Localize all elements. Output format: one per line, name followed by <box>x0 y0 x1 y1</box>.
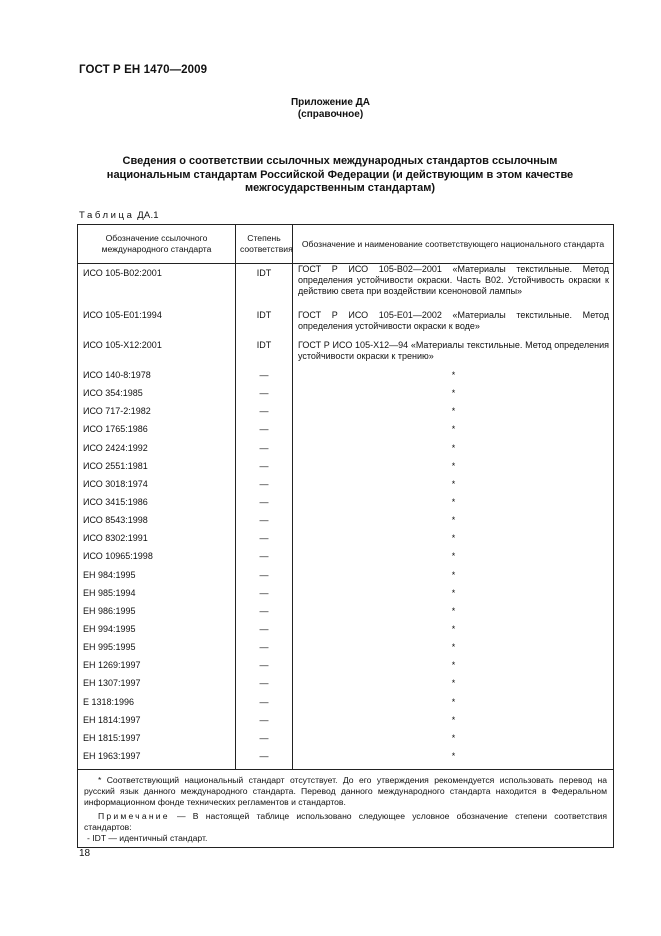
cell-designation: ЕН 1815:1997 <box>78 733 236 751</box>
cell-designation: ИСО 1765:1986 <box>78 424 236 442</box>
cell-degree: — <box>236 443 293 461</box>
cell-designation: ЕН 985:1994 <box>78 588 236 606</box>
header-national: Обозначение и наименование соответствующего национального стандарта <box>293 225 614 264</box>
table-row <box>78 406 614 424</box>
appendix-subtitle: (справочное) <box>297 109 364 120</box>
cell-designation: ИСО 105-Е01:1994 <box>78 310 236 340</box>
cell-designation: ИСО 354:1985 <box>78 388 236 406</box>
note-item: - IDT — идентичный стандарт. <box>87 833 208 844</box>
table-row <box>78 551 614 569</box>
cell-national: * <box>293 515 614 533</box>
table-row <box>78 388 614 406</box>
cell-national: * <box>293 588 614 606</box>
cell-degree: — <box>236 479 293 497</box>
cell-designation: ЕН 986:1995 <box>78 606 236 624</box>
cell-national: ГОСТ Р ИСО 105-Е01—2002 «Материалы текстильные. Метод определения устойчивости окраски к воде» <box>293 310 614 340</box>
cell-degree: — <box>236 533 293 551</box>
document-code: ГОСТ Р ЕН 1470—2009 <box>79 64 208 76</box>
note-label: Примечание <box>98 811 170 822</box>
table-footer-row <box>78 770 614 848</box>
cell-national: * <box>293 733 614 751</box>
cell-degree: — <box>236 697 293 715</box>
cell-designation: ИСО 2551:1981 <box>78 461 236 479</box>
cell-national: * <box>293 606 614 624</box>
cell-national: * <box>293 697 614 715</box>
table-row <box>78 479 614 497</box>
footnote: * Соответствующий национальный стандарт отсутствует. До его утверждения рекомендуется использовать перевод на русский язык данного международного стандарта. Перевод данного международного стандарта находится в Федеральном информационном фонде технических регламентов и стандартов. <box>84 775 607 808</box>
cell-designation: ИСО 105-В02:2001 <box>78 264 236 311</box>
cell-national: * <box>293 678 614 696</box>
cell-designation: ИСО 3018:1974 <box>78 479 236 497</box>
cell-degree: — <box>236 461 293 479</box>
header-designation: Обозначение ссылочного международного стандарта <box>78 225 236 264</box>
table-row <box>78 443 614 461</box>
table-label-word: Таблица <box>79 210 135 221</box>
cell-national: ГОСТ Р ИСО 105-В02—2001 «Материалы текстильные. Метод определения устойчивости окраски. Часть В02. Устойчивость окраски к действию света при воздействии ксеноновой лампы» <box>293 264 614 311</box>
cell-degree: — <box>236 642 293 660</box>
cell-national: * <box>293 424 614 442</box>
table-row <box>78 424 614 442</box>
cell-designation: ИСО 8302:1991 <box>78 533 236 551</box>
page-number: 18 <box>79 848 91 859</box>
cell-degree: — <box>236 588 293 606</box>
cell-degree: — <box>236 424 293 442</box>
cell-national: * <box>293 551 614 569</box>
table-row <box>78 570 614 588</box>
table-footer <box>78 770 614 848</box>
cell-degree: IDT <box>236 340 293 370</box>
cell-designation: ИСО 140-8:1978 <box>78 370 236 388</box>
table-row <box>78 310 614 340</box>
table-row <box>78 515 614 533</box>
cell-designation: ИСО 8543:1998 <box>78 515 236 533</box>
cell-national: * <box>293 497 614 515</box>
correspondence-table <box>77 224 614 848</box>
table-row <box>78 642 614 660</box>
cell-designation: ЕН 984:1995 <box>78 570 236 588</box>
cell-designation: ЕН 1814:1997 <box>78 715 236 733</box>
table-row <box>78 264 614 311</box>
cell-degree: — <box>236 551 293 569</box>
cell-national: * <box>293 461 614 479</box>
cell-degree: — <box>236 406 293 424</box>
table-row <box>78 660 614 678</box>
cell-national: * <box>293 624 614 642</box>
cell-designation: ИСО 3415:1986 <box>78 497 236 515</box>
cell-designation: ЕН 995:1995 <box>78 642 236 660</box>
cell-designation: ИСО 717-2:1982 <box>78 406 236 424</box>
cell-national: * <box>293 715 614 733</box>
table-label <box>79 210 159 221</box>
cell-degree: — <box>236 624 293 642</box>
appendix-title: Приложение ДА <box>290 97 371 108</box>
cell-national: * <box>293 570 614 588</box>
cell-degree: — <box>236 515 293 533</box>
cell-national: ГОСТ Р ИСО 105-Х12—94 «Материалы текстильные. Метод определения устойчивости окраски к трению» <box>293 340 614 370</box>
cell-degree: — <box>236 497 293 515</box>
cell-national: * <box>293 642 614 660</box>
cell-designation: ЕН 1963:1997 <box>78 751 236 770</box>
cell-designation: Е 1318:1996 <box>78 697 236 715</box>
cell-designation: ЕН 1269:1997 <box>78 660 236 678</box>
table-header-row <box>78 225 614 264</box>
cell-degree: — <box>236 570 293 588</box>
table-row <box>78 461 614 479</box>
header-degree: Степень соответствия <box>236 225 293 264</box>
cell-degree: — <box>236 678 293 696</box>
cell-national: * <box>293 660 614 678</box>
table-row <box>78 497 614 515</box>
table-row <box>78 533 614 551</box>
cell-national: * <box>293 479 614 497</box>
table-row <box>78 697 614 715</box>
cell-national: * <box>293 370 614 388</box>
cell-degree: — <box>236 660 293 678</box>
cell-degree: — <box>236 370 293 388</box>
cell-national: * <box>293 388 614 406</box>
cell-degree: — <box>236 733 293 751</box>
cell-degree: — <box>236 606 293 624</box>
table-row <box>78 606 614 624</box>
cell-degree: IDT <box>236 264 293 311</box>
appendix-heading <box>0 97 661 121</box>
table-row <box>78 370 614 388</box>
note <box>84 811 607 833</box>
cell-designation: ЕН 1307:1997 <box>78 678 236 696</box>
cell-degree: — <box>236 388 293 406</box>
cell-degree: — <box>236 751 293 770</box>
cell-national: * <box>293 533 614 551</box>
table-row <box>78 588 614 606</box>
cell-national: * <box>293 751 614 770</box>
cell-national: * <box>293 443 614 461</box>
note-text: — В настоящей таблице использовано следующее условное обозначение степени соответствия стандартов: <box>84 811 607 833</box>
cell-designation: ИСО 105-Х12:2001 <box>78 340 236 370</box>
cell-designation: ИСО 2424:1992 <box>78 443 236 461</box>
cell-national: * <box>293 406 614 424</box>
table-row <box>78 678 614 696</box>
table-row <box>78 340 614 370</box>
cell-degree: — <box>236 715 293 733</box>
cell-designation: ИСО 10965:1998 <box>78 551 236 569</box>
table-row <box>78 624 614 642</box>
table-row <box>78 715 614 733</box>
cell-degree: IDT <box>236 310 293 340</box>
page-title: Сведения о соответствии ссылочных международных стандартов ссылочным национальным стандартам Российской Федерации (и действующим в этом качестве межгосударственным стандартам) <box>106 155 574 194</box>
table-row <box>78 751 614 770</box>
table-label-number: ДА.1 <box>137 210 159 221</box>
table-row <box>78 733 614 751</box>
cell-designation: ЕН 994:1995 <box>78 624 236 642</box>
